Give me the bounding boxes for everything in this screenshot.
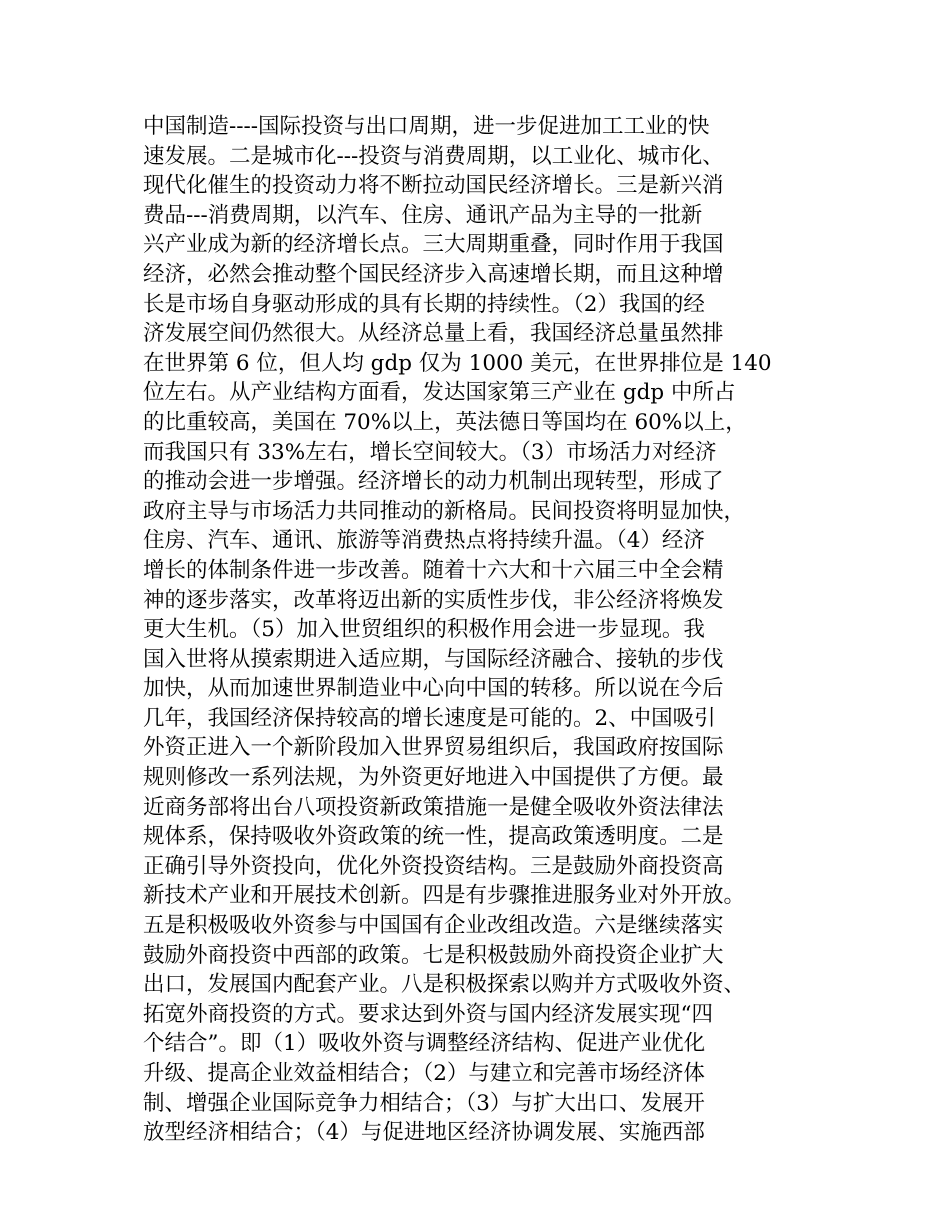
text-line: 出口，发展国内配套产业。八是积极探索以购并方式吸收外资、 [143,972,746,998]
text-line: 规体系，保持吸收外资政策的统一性，提高政策透明度。二是 [143,824,724,850]
text-line: 制、增强企业国际竞争力相结合；（3）与扩大出口、发展开 [143,1090,705,1116]
text-line: 鼓励外商投资中西部的政策。七是积极鼓励外商投资企业扩大 [143,942,724,968]
text-line: 近商务部将出台八项投资新政策措施一是健全吸收外资法律法 [143,794,724,820]
text-line: 新技术产业和开展技术创新。四是有步骤推进服务业对外开放。 [143,883,746,909]
text-line: 放型经济相结合；（4）与促进地区经济协调发展、实施西部 [143,1120,705,1146]
text-line: 济发展空间仍然很大。从经济总量上看，我国经济总量虽然排 [143,321,724,347]
text-line: 政府主导与市场活力共同推动的新格局。民间投资将明显加快， [143,498,746,524]
text-line: 的推动会进一步增强。经济增长的动力机制出现转型，形成了 [143,469,724,495]
text-line: 的比重较高，美国在 70%以上，英法德日等国均在 60%以上， [143,409,747,435]
text-line: 外资正进入一个新阶段加入世界贸易组织后，我国政府按国际 [143,735,724,761]
text-line: 正确引导外资投向，优化外资投资结构。三是鼓励外商投资高 [143,853,724,879]
text-line: 五是积极吸收外资参与中国国有企业改组改造。六是继续落实 [143,913,724,939]
text-line: 规则修改一系列法规，为外资更好地进入中国提供了方便。最 [143,765,724,791]
text-line: 拓宽外商投资的方式。要求达到外资与国内经济发展实现“四 [143,1001,713,1027]
text-line: 国入世将从摸索期进入适应期，与国际经济融合、接轨的步伐 [143,646,724,672]
body-text [143,112,843,1148]
text-line: 现代化催生的投资动力将不断拉动国民经济增长。三是新兴消 [143,173,724,199]
text-line: 几年，我国经济保持较高的增长速度是可能的。2、中国吸引 [143,705,716,731]
text-line: 兴产业成为新的经济增长点。三大周期重叠，同时作用于我国 [143,232,724,258]
text-line: 速发展。二是城市化---投资与消费周期，以工业化、城市化、 [143,143,724,169]
text-line: 增长的体制条件进一步改善。随着十六大和十六届三中全会精 [143,557,724,583]
text-line: 经济，必然会推动整个国民经济步入高速增长期，而且这种增 [143,261,724,287]
text-line: 在世界第 6 位，但人均 gdp 仅为 1000 美元，在世界排位是 140 [143,350,772,376]
text-line: 长是市场自身驱动形成的具有长期的持续性。（2）我国的经 [143,291,705,317]
text-line: 位左右。从产业结构方面看，发达国家第三产业在 gdp 中所占 [143,380,736,406]
text-line: 费品---消费周期，以汽车、住房、通讯产品为主导的一批新 [143,202,703,228]
text-line: 中国制造----国际投资与出口周期，进一步促进加工工业的快 [143,114,710,139]
text-line: 升级、提高企业效益相结合；（2）与建立和完善市场经济体 [143,1061,705,1086]
text-line: 更大生机。（5）加入世贸组织的积极作用会进一步显现。我 [143,617,705,643]
text-line: 而我国只有 33%左右，增长空间较大。（3）市场活力对经济 [143,439,717,465]
text-line: 神的逐步落实，改革将迈出新的实质性步伐，非公经济将焕发 [143,587,724,613]
text-line: 加快，从而加速世界制造业中心向中国的转移。所以说在今后 [143,676,724,702]
text-line: 住房、汽车、通讯、旅游等消费热点将持续升温。（4）经济 [143,528,705,554]
text-line: 个结合”。即（1）吸收外资与调整经济结构、促进产业优化 [143,1031,706,1057]
